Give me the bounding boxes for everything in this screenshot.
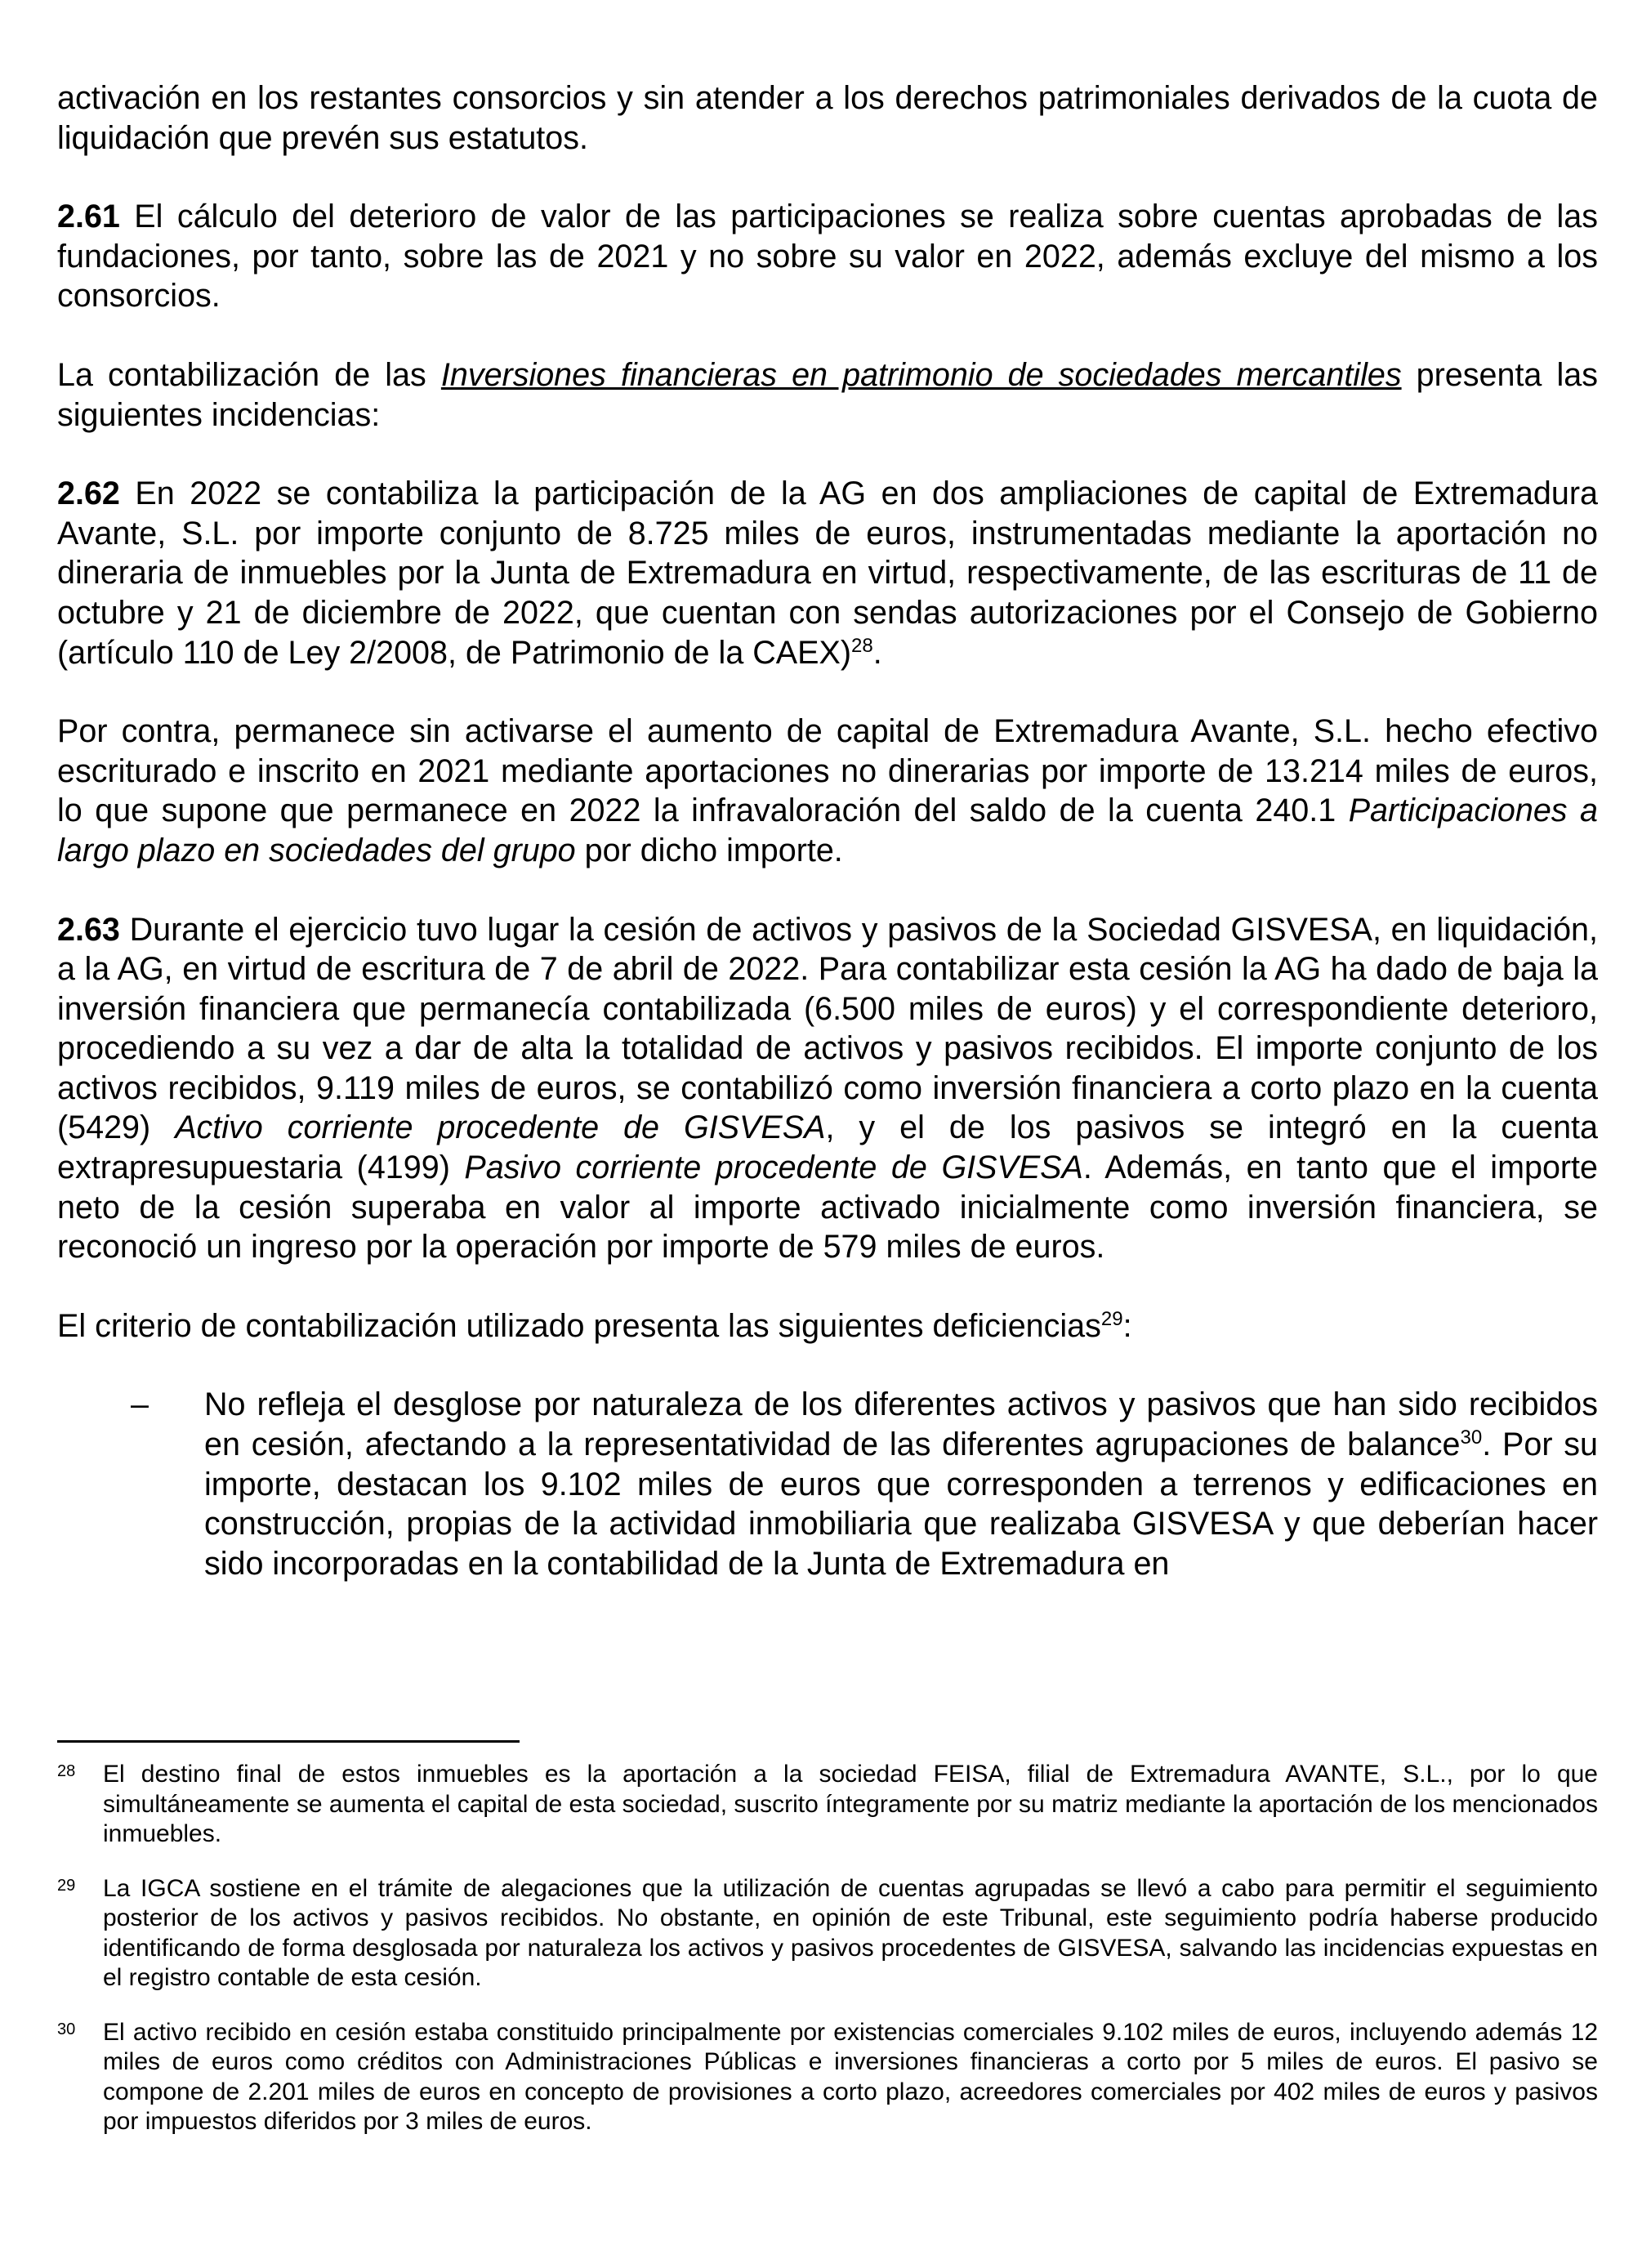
footnote-29 bbox=[57, 1874, 1598, 1993]
paragraph-text: , y el de los pasivos se integró en la cuenta extrapresupuestaria (4199) bbox=[57, 1109, 1598, 1186]
footnote-30 bbox=[57, 2018, 1598, 2137]
footnote-number: 28 bbox=[57, 1762, 76, 1780]
paragraph-text: . Además, en tanto que el importe neto de la cesión superaba en valor al importe activado inicialmente como inversión financiera, se reconoció un ingreso por la operación por importe de 579 miles de euros. bbox=[57, 1150, 1599, 1266]
paragraph-por-contra bbox=[57, 712, 1598, 870]
list-text: No refleja el desglose por naturaleza de los diferentes activos y pasivos que han sido recibidos en cesión, afectando a la representatividad de las diferentes agrupaciones de balance bbox=[204, 1386, 1598, 1463]
dash-bullet-icon: – bbox=[131, 1386, 149, 1423]
paragraph-2-62 bbox=[57, 474, 1598, 672]
footnote-28 bbox=[57, 1760, 1598, 1850]
section-number: 2.61 bbox=[57, 199, 120, 235]
list-item-text bbox=[204, 1385, 1598, 1583]
paragraph-text: La contabilización de las bbox=[57, 356, 441, 393]
paragraph-text: . bbox=[872, 634, 882, 671]
paragraph-text: : bbox=[1122, 1307, 1132, 1344]
paragraph-intro-inversiones bbox=[57, 355, 1598, 435]
paragraph-text: Durante el ejercicio tuvo lugar la cesión de activos y pasivos de la Sociedad GISVESA, en liquidación, a la AG, en virtud de escritura de 7 de abril de 2022. Para contabilizar esta cesión la AG ha dado de baja la inversión financiera que permanecía contabilizada (6.500 miles de euros) y el correspondiente deterioro, procediendo a su vez a dar de alta la totalidad de activos y pasivos recibidos. El importe conjunto de los activos recibidos, 9.119 miles de euros, se contabilizó como inversión financiera a corto plazo en la cuenta (5429) bbox=[57, 911, 1598, 1146]
footnote-ref-28[interactable]: 28 bbox=[850, 634, 873, 657]
section-number: 2.63 bbox=[57, 911, 120, 948]
footnote-ref-30[interactable]: 30 bbox=[1460, 1426, 1483, 1449]
paragraph-text: En 2022 se contabiliza la participación de la AG en dos ampliaciones de capital de Extremadura Avante, S.L. por importe conjunto de 8.725 miles de euros, instrumentadas mediante la aportación no dineraria de inmuebles por la Junta de Extremadura en virtud, respectivamente, de las escrituras de 11 de octubre y 21 de diciembre de 2022, que cuentan con sendas autorizaciones por el Consejo de Gobierno (artículo 110 de Ley 2/2008, de Patrimonio de la CAEX) bbox=[57, 475, 1598, 671]
paragraph-2-63 bbox=[57, 910, 1598, 1267]
footnote-text: El activo recibido en cesión estaba constituido principalmente por existencias comerciales 9.102 miles de euros, incluyendo además 12 miles de euros como créditos con Administraciones Públicas e inversiones financieras a corto por 5 miles de euros. El pasivo se compone de 2.201 miles de euros en concepto de provisiones a corto plazo, acreedores comerciales por 402 miles de euros y pasivos por impuestos diferidos por 3 miles de euros. bbox=[103, 2018, 1598, 2135]
paragraph-criterio bbox=[57, 1306, 1598, 1346]
document-body bbox=[57, 78, 1598, 1583]
list-item bbox=[131, 1385, 1598, 1583]
footnote-number: 29 bbox=[57, 1876, 76, 1895]
paragraph-text: por dicho importe. bbox=[575, 832, 843, 868]
paragraph-text: El cálculo del deterioro de valor de las participaciones se realiza sobre cuentas aprobadas de las fundaciones, por tanto, sobre las de 2021 y no sobre su valor en 2022, además excluye del mismo a los consorcios. bbox=[57, 199, 1598, 315]
emphasized-term: Inversiones financieras en patrimonio de sociedades mercantiles bbox=[440, 356, 1402, 393]
paragraph-text: presenta las siguientes incidencias: bbox=[57, 356, 1598, 433]
footnote-ref-29[interactable]: 29 bbox=[1100, 1307, 1123, 1330]
paragraph-continuation bbox=[57, 78, 1598, 158]
paragraph-text: El criterio de contabilización utilizado presenta las siguientes deficiencias bbox=[57, 1307, 1101, 1344]
footnotes bbox=[57, 1760, 1598, 2162]
footnote-divider bbox=[57, 1740, 520, 1743]
paragraph-text: Por contra, permanece sin activarse el aumento de capital de Extremadura Avante, S.L. hecho efectivo escriturado e inscrito en 2021 mediante aportaciones no dinerarias por importe de 13.214 miles de euros, lo que supone que permanece en 2022 la infravaloración del saldo de la cuenta 240.1 bbox=[57, 713, 1598, 829]
footnote-text: El destino final de estos inmuebles es la aportación a la sociedad FEISA, filial de Extremadura AVANTE, S.L., por lo que simultáneamente se aumenta el capital de esta sociedad, suscrito íntegramente por su matriz mediante la aportación de los mencionados inmuebles. bbox=[103, 1761, 1598, 1847]
paragraph-2-61 bbox=[57, 197, 1598, 316]
footnote-number: 30 bbox=[57, 2020, 76, 2038]
list-text: . Por su importe, destacan los 9.102 miles de euros que corresponden a terrenos y edificaciones en construcción, propias de la actividad inmobiliaria que realizaba GISVESA y que deberían hacer sido incorporadas en la contabilidad de la Junta de Extremadura en bbox=[204, 1426, 1598, 1582]
italic-term: Participaciones a largo plazo en sociedades del grupo bbox=[57, 792, 1598, 868]
footnote-text: La IGCA sostiene en el trámite de alegaciones que la utilización de cuentas agrupadas se llevó a cabo para permitir el seguimiento posterior de los activos y pasivos recibidos. No obstante, en opinión de este Tribunal, este seguimiento podría haberse producido identificando de forma desglosada por naturaleza los activos y pasivos procedentes de GISVESA, salvando las incidencias expuestas en el registro contable de esta cesión. bbox=[103, 1874, 1598, 1991]
section-number: 2.62 bbox=[57, 475, 120, 512]
italic-term: Pasivo corriente procedente de GISVESA bbox=[464, 1150, 1083, 1186]
paragraph-text: activación en los restantes consorcios y sin atender a los derechos patrimoniales derivados de la cuota de liquidación que prevén sus estatutos. bbox=[57, 80, 1598, 156]
italic-term: Activo corriente procedente de GISVESA bbox=[175, 1109, 826, 1146]
